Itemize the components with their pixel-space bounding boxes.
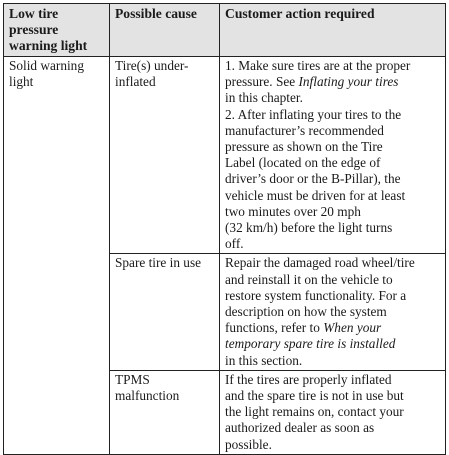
action-line: possible. [225, 436, 272, 452]
action-line: 2. After inflating your tires to the [225, 106, 402, 122]
cross-reference: Inflating your tires [298, 74, 399, 90]
action-line: manufacturer’s recommended [225, 122, 384, 138]
action-line: Repair the damaged road wheel/tire [225, 255, 415, 271]
action-line: and the spare tire is not in use but [225, 388, 404, 404]
tpms-warning-table [3, 3, 446, 455]
action-line: restore system functionality. For a [225, 287, 407, 303]
action-line: off. [225, 236, 244, 252]
header-customer-action: Customer action required [220, 4, 446, 57]
action-line: and reinstall it on the vehicle to [225, 271, 393, 287]
table-row [4, 57, 446, 254]
cause-cell: Tire(s) under-inflated [110, 57, 220, 254]
action-line: driver’s door or the B-Pillar), the [225, 171, 401, 187]
action-line: in this section. [225, 352, 303, 368]
cross-reference: When your [323, 320, 382, 336]
action-cell [220, 370, 446, 454]
action-line: (32 km/h) before the light turns [225, 220, 393, 236]
action-line: Label (located on the edge of [225, 155, 381, 171]
action-line: in this chapter. [225, 90, 303, 106]
warning-light-cell: Solid warning light [4, 57, 110, 455]
action-line: description on how the system [225, 304, 387, 320]
table-header-row [4, 4, 446, 57]
action-line: pressure. See Inflating your tires [225, 74, 399, 90]
action-line: temporary spare tire is installed [225, 336, 396, 352]
action-line: two minutes over 20 mph [225, 203, 361, 219]
header-possible-cause: Possible cause [110, 4, 220, 57]
action-cell [220, 254, 446, 370]
cause-cell: TPMS malfunction [110, 370, 220, 454]
action-cell [220, 57, 446, 254]
cause-cell: Spare tire in use [110, 254, 220, 370]
action-line: 1. Make sure tires are at the proper [225, 58, 411, 73]
action-line: pressure as shown on the Tire [225, 139, 383, 155]
action-line: the light remains on, contact your [225, 404, 404, 420]
action-line: If the tires are properly inflated [225, 371, 392, 387]
header-warning-light: Low tire pressure warning light [4, 4, 110, 57]
action-line: functions, refer to When your [225, 320, 382, 336]
action-line: authorized dealer as soon as [225, 420, 375, 436]
action-line: vehicle must be driven for at least [225, 187, 406, 203]
